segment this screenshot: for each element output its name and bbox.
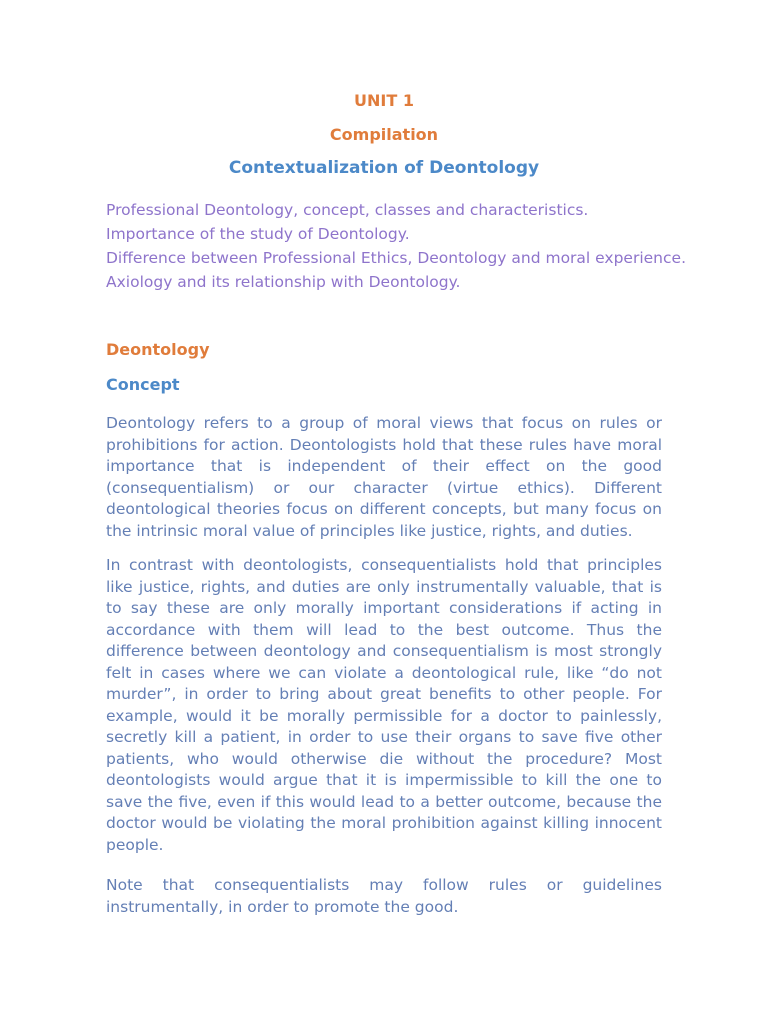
compilation-subtitle: Compilation [329, 125, 439, 144]
section-heading-deontology: Deontology [106, 340, 210, 359]
body-paragraph: Deontology refers to a group of moral views that focus on rules or prohibitions for action. Deontologists hold that these rules have moral importance that is independent of their effect on the good (consequentialism) or our character (virtue ethics). Different deontological theories focus on different concepts, but many focus on the intrinsic moral value of principles like justice, rights, and duties. [106, 414, 662, 540]
subsection-heading-concept: Concept [106, 375, 180, 394]
topic-item: Difference between Professional Ethics, Deontology and moral experience. [106, 249, 686, 267]
body-paragraph: In contrast with deontologists, consequentialists hold that principles like justice, rights, and duties are only instrumentally valuable, that is to say these are only morally important considerations if acting in accordance with them will lead to the best outcome. Thus the difference between deontology and consequentialism is most strongly felt in cases where we can violate a deontological rule, like “do not murder”, in order to bring about great benefits to other people. For example, would it be morally permissible for a doctor to painlessly, secretly kill a patient, in order to use their organs to save five other patients, who would otherwise die without the procedure? Most deontologists would argue that it is impermissible to kill the one to save the five, even if this would lead to a better outcome, because the doctor would be violating the moral prohibition against killing innocent people. [106, 556, 662, 854]
topic-item: Importance of the study of Deontology. [106, 225, 410, 243]
topic-item: Axiology and its relationship with Deontology. [106, 273, 461, 291]
topic-item: Professional Deontology, concept, classes and characteristics. [106, 201, 589, 219]
unit-title: UNIT 1 [354, 91, 414, 110]
body-paragraph: Note that consequentialists may follow rules or guidelines instrumentally, in order to promote the good. [106, 876, 662, 916]
topic-list [106, 198, 686, 294]
topic-title: Contextualization of Deontology [228, 158, 540, 178]
